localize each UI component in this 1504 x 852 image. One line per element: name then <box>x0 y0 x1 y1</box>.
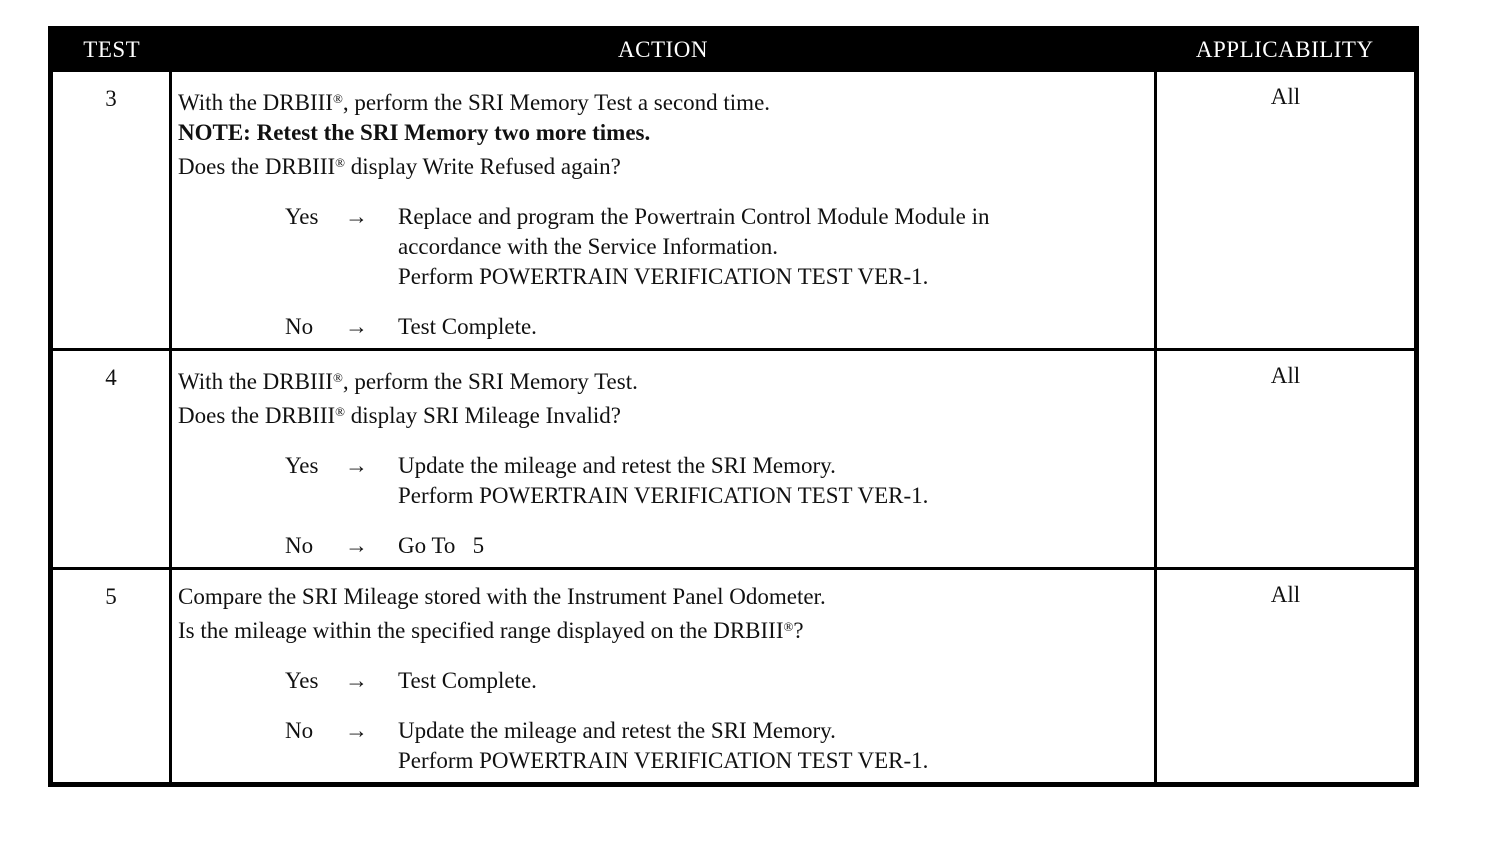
table-row <box>51 569 1417 785</box>
header-applicability: APPLICABILITY <box>1156 29 1417 71</box>
no-text: Go To 5 <box>398 533 485 558</box>
arrow-right-icon: → <box>345 204 368 229</box>
question-line: Compare the SRI Mileage stored with the Instrument Panel Odometer. <box>178 584 826 609</box>
test-number: 4 <box>51 350 171 569</box>
question-line: Does the DRBIII® display SRI Mileage Invalid? <box>178 403 621 428</box>
header-test: TEST <box>51 29 171 71</box>
note-line: NOTE: Retest the SRI Memory two more times. <box>178 120 651 145</box>
question-line: With the DRBIII®, perform the SRI Memory Test. <box>178 369 638 394</box>
question-line: Is the mileage within the specified range displayed on the DRBIII®? <box>178 618 804 643</box>
no-label: No <box>285 533 314 558</box>
no-text: Test Complete. <box>398 314 537 339</box>
action-cell <box>171 350 1156 569</box>
registered-mark: ® <box>332 370 343 385</box>
question-line: Does the DRBIII® display Write Refused again? <box>178 154 621 179</box>
question-line: With the DRBIII®, perform the SRI Memory Test a second time. <box>178 90 771 115</box>
no-label: No <box>285 718 314 743</box>
arrow-right-icon: → <box>345 453 368 478</box>
applicability-value: All <box>1156 350 1417 569</box>
yes-response <box>285 451 1148 511</box>
yes-label: Yes <box>285 453 319 478</box>
yes-label: Yes <box>285 668 319 693</box>
table-header-row <box>51 29 1417 71</box>
action-cell <box>171 569 1156 785</box>
diagnostic-test-table <box>48 26 1419 787</box>
no-response <box>285 531 1148 561</box>
no-text: Update the mileage and retest the SRI Memory. Perform POWERTRAIN VERIFICATION TEST VER-1. <box>398 718 929 773</box>
yes-text: Replace and program the Powertrain Control Module Module in accordance with the Service Information. Perform POWERTRAIN VERIFICATION TEST VER-1. <box>398 204 990 289</box>
yes-label: Yes <box>285 204 319 229</box>
arrow-right-icon: → <box>345 668 368 693</box>
no-label: No <box>285 314 314 339</box>
test-number: 3 <box>51 71 171 350</box>
table-row <box>51 350 1417 569</box>
action-cell <box>171 71 1156 350</box>
registered-mark: ® <box>335 404 346 419</box>
arrow-right-icon: → <box>345 314 368 339</box>
applicability-value: All <box>1156 71 1417 350</box>
applicability-value: All <box>1156 569 1417 785</box>
yes-text: Test Complete. <box>398 668 537 693</box>
arrow-right-icon: → <box>345 718 368 743</box>
yes-response <box>285 202 1148 292</box>
arrow-right-icon: → <box>345 533 368 558</box>
registered-mark: ® <box>783 619 794 634</box>
yes-text: Update the mileage and retest the SRI Memory. Perform POWERTRAIN VERIFICATION TEST VER-1. <box>398 453 929 508</box>
registered-mark: ® <box>335 155 346 170</box>
no-response <box>285 312 1148 342</box>
table-row <box>51 71 1417 350</box>
yes-response <box>285 666 1148 696</box>
no-response <box>285 716 1148 776</box>
test-number: 5 <box>51 569 171 785</box>
header-action: ACTION <box>171 29 1156 71</box>
registered-mark: ® <box>332 91 343 106</box>
